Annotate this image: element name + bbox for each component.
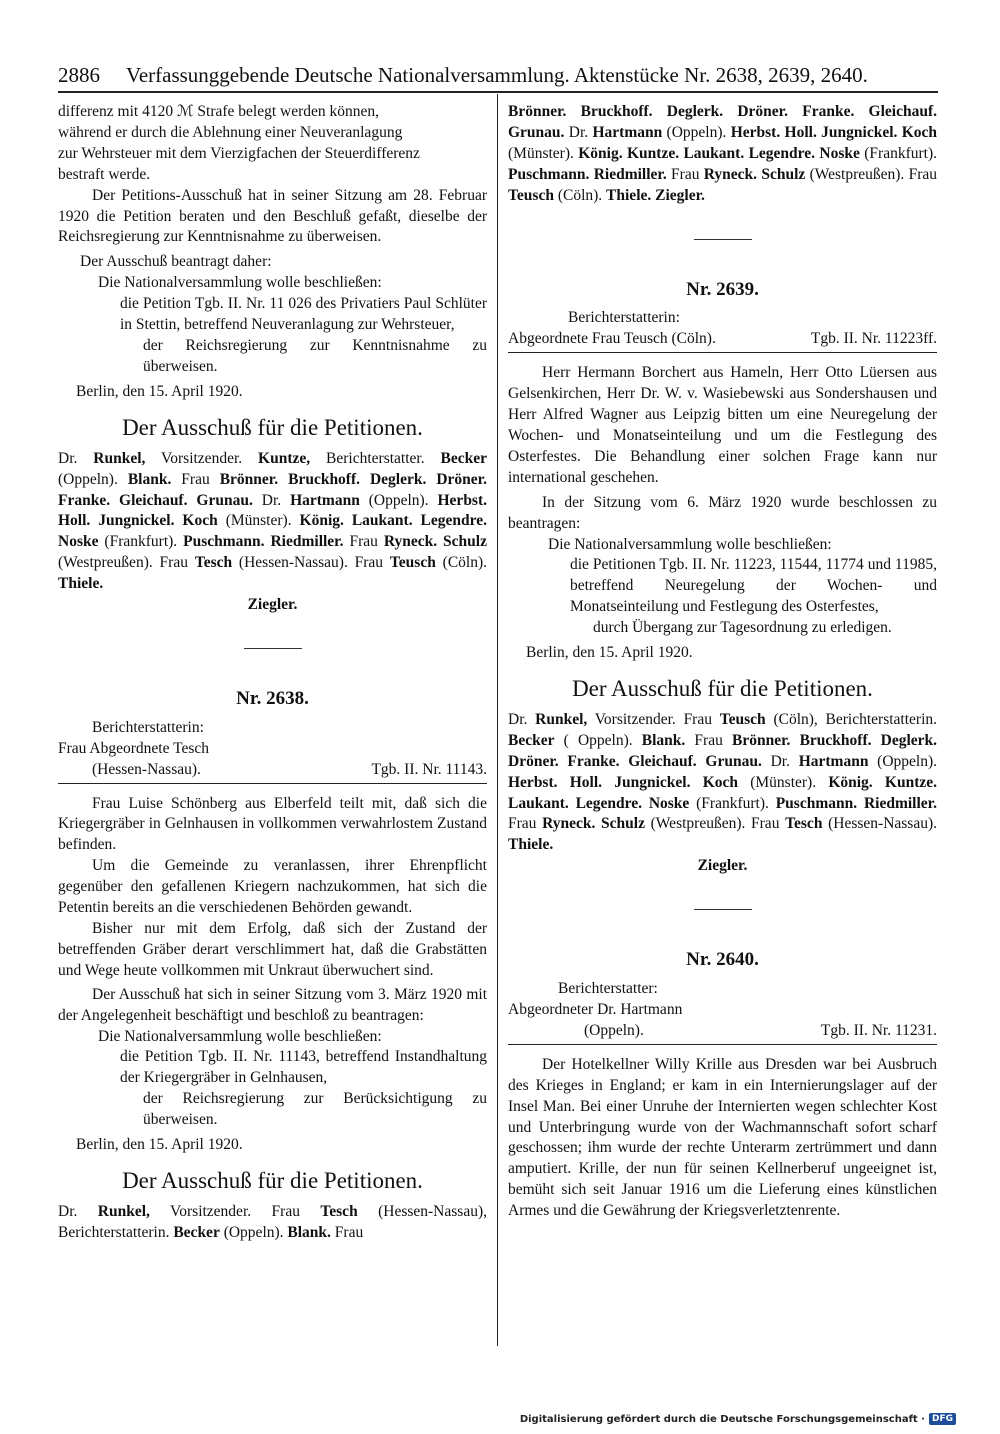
member-role-text: (Cöln), Berichterstatterin. (765, 710, 938, 728)
journal-reference: Tgb. II. Nr. 11231. (820, 1021, 937, 1039)
member-role-text: (Oppeln). (58, 470, 128, 488)
member-name: Tesch (320, 1202, 358, 1220)
member-role-text: Dr. (58, 1202, 98, 1220)
member-name: Puschmann. Riedmiller. (508, 165, 667, 183)
reporter-region: (Oppeln). (584, 1021, 644, 1039)
motion-intro: Die Nationalversammlung wolle beschließen: (98, 1027, 382, 1045)
text-line: zur Wehrsteuer mit dem Vierzigfachen der Steuerdifferenz (58, 144, 420, 162)
member-role-text: Vorsitzender. Frau (587, 710, 720, 728)
member-list-last: Ziegler. (247, 596, 298, 614)
member-list-continuation (508, 102, 937, 207)
reporter-row (508, 329, 937, 350)
member-role-text: Frau (171, 470, 220, 488)
member-role-text: Dr. (564, 123, 593, 141)
committee-heading: Der Ausschuß für die Petitionen. (122, 1167, 423, 1193)
reporter-label: Berichterstatterin: (568, 309, 680, 327)
member-role-text: (Oppeln). (868, 752, 937, 770)
member-name: Hartmann (592, 123, 663, 141)
member-name: Puschmann. Riedmiller. (775, 794, 937, 812)
member-role-text: (Oppeln). (219, 1223, 288, 1241)
member-role-text: (Oppeln). (662, 123, 731, 141)
member-role-text: (Westpreußen). Frau (805, 165, 937, 183)
member-role-text: (Hessen-Nassau), Berichterstatterin. (58, 1202, 487, 1241)
reporter-region: (Hessen-Nassau). (92, 760, 201, 778)
member-role-text: Frau (685, 731, 732, 749)
text-line: während er durch die Ablehnung einer Neuveranlagung (58, 123, 403, 141)
member-name: Herbst. Holl. Jungnickel. Koch (730, 123, 938, 141)
member-role-text: Frau (666, 165, 704, 183)
member-name: Teusch (508, 186, 554, 204)
member-role-text: Dr. (761, 752, 799, 770)
member-role-text: (Frankfurt). (689, 794, 776, 812)
committee-heading: Der Ausschuß für die Petitionen. (122, 414, 423, 440)
member-name: Becker (440, 449, 488, 467)
member-role-text: (Frankfurt). (98, 533, 184, 551)
text-line: differenz mit 4120 ℳ Strafe belegt werden können, (58, 103, 380, 120)
section-separator (244, 648, 302, 649)
member-name: Tesch (785, 815, 823, 833)
motion-body: die Petition Tgb. II. Nr. 11 026 des Privatiers Paul Schlüter in Stettin, betreffend Neuveranlagung zur Wehrsteuer, (120, 295, 487, 334)
member-name: Brönner. Bruckhoff. Deglerk. Dröner. Franke. Gleichauf. Grunau. (508, 731, 938, 770)
member-name: Kuntze, (258, 449, 311, 467)
section-number: Nr. 2639. (686, 278, 759, 300)
credit-text: Digitalisierung gefördert durch die Deutsche Forschungsgemeinschaft · (519, 1413, 925, 1425)
member-role-text: (Westpreußen). Frau (58, 554, 195, 572)
member-role-text: (Münster). (738, 773, 829, 791)
member-role-text: (Hessen-Nassau). (822, 815, 937, 833)
text-line: bestraft werde. (58, 165, 151, 183)
member-name: Brönner. Bruckhoff. Deglerk. Dröner. Franke. Gleichauf. Grunau. (58, 470, 487, 509)
left-column (58, 102, 487, 1244)
member-name: Runkel, (97, 1202, 150, 1220)
member-role-text: (Hessen-Nassau). Frau (232, 554, 390, 572)
member-name: Becker (173, 1223, 220, 1241)
member-name: Puschmann. Riedmiller. (183, 533, 344, 551)
proposal-line: Der Ausschuß beantragt daher: (80, 253, 272, 271)
journal-reference: Tgb. II. Nr. 11223ff. (810, 330, 937, 348)
motion-body: die Petitionen Tgb. II. Nr. 11223, 11544, 11774 und 11985, betreffend Neuregelung der Wochen- und Monatseinteilung und Festlegung des Osterfestes, (570, 556, 937, 616)
reporter-label: Berichterstatter: (558, 980, 658, 998)
journal-reference: Tgb. II. Nr. 11143. (371, 760, 487, 778)
paragraph: Der Ausschuß hat sich in seiner Sitzung vom 3. März 1920 mit der Angelegenheit beschäftigt und beschloß zu beantragen: (58, 985, 487, 1024)
member-role-text: Dr. (58, 449, 94, 467)
member-name: König. Kuntze. Laukant. Legendre. Noske (508, 773, 937, 812)
place-date: Berlin, den 15. April 1920. (76, 1136, 243, 1154)
member-role-text: (Westpreußen). Frau (644, 815, 786, 833)
member-name: Becker (508, 731, 555, 749)
member-role-text: (Frankfurt). (859, 144, 937, 162)
member-name: Thiele. Ziegler. (606, 186, 705, 204)
section-separator (694, 239, 752, 240)
member-role-text: (Münster). (217, 512, 300, 530)
reporter-rule (508, 1044, 937, 1045)
member-name: König. Kuntze. Laukant. Legendre. Noske (578, 144, 860, 162)
member-role-text: ( Oppeln). (554, 731, 642, 749)
digitization-credit (520, 1413, 956, 1425)
member-role-text: Vorsitzender. Frau (149, 1202, 321, 1220)
member-role-text: Dr. (252, 491, 291, 509)
member-role-text: Frau (343, 533, 384, 551)
intro-continuation (58, 102, 487, 186)
member-name: Runkel, (535, 710, 588, 728)
member-name: Blank. (287, 1223, 331, 1241)
paragraph: Herr Hermann Borchert aus Hameln, Herr Otto Lüersen aus Gelsenkirchen, Herr Dr. W. v. Wasiebewski aus Sondershausen und Herr Alfred Wagner aus Leipzig bitten um eine Neuregelung der Wochen- und Monatseinteilung und um die Festlegung des Osterfestes. Die Behandlung einer solchen Frage kann nur international geschehen. (508, 364, 937, 486)
member-name: Ryneck. Schulz (703, 165, 806, 183)
reporter-name: Abgeordneter Dr. Hartmann (508, 1001, 683, 1018)
member-name: Brönner. Bruckhoff. Deglerk. Dröner. Franke. Gleichauf. Grunau. (508, 103, 937, 141)
motion-body: die Petition Tgb. II. Nr. 11143, betreffend Instandhaltung der Kriegergräber in Gelnhausen, (120, 1048, 487, 1087)
member-name: Herbst. Holl. Jungnickel. Koch (58, 491, 488, 530)
paragraph: Der Petitions-Ausschuß hat in seiner Sitzung am 28. Februar 1920 die Petition beraten und den Beschluß gefaßt, dieselbe der Reichsregierung zur Kenntnisnahme zu überweisen. (58, 186, 487, 246)
member-name: Teusch (719, 710, 766, 728)
member-list (508, 710, 937, 856)
running-title: Verfassunggebende Deutsche Nationalversammlung. Aktenstücke Nr. 2638, 2639, 2640. (126, 63, 868, 87)
section-separator (694, 909, 752, 910)
member-role-text: (Münster). (508, 144, 579, 162)
member-name: Thiele. (508, 836, 554, 854)
motion-tail: durch Übergang zur Tagesordnung zu erledigen. (593, 619, 892, 637)
member-name: Hartmann (290, 491, 360, 509)
member-role-text: Berichterstatter. (310, 449, 441, 467)
member-role-text: (Oppeln). (359, 491, 438, 509)
dfg-logo: DFG (929, 1413, 956, 1425)
member-name: Tesch (194, 554, 233, 572)
reporter-rule (58, 783, 487, 784)
member-role-text: (Cöln). (435, 554, 488, 572)
reporter-row (58, 760, 487, 781)
member-role-text: Frau (330, 1223, 364, 1241)
motion-tail: der Reichsregierung zur Kenntnisnahme zu überweisen. (143, 336, 487, 375)
paragraph: In der Sitzung vom 6. März 1920 wurde beschlossen zu beantragen: (508, 493, 937, 532)
member-role-text: Vorsitzender. (145, 449, 259, 467)
reporter-name: Frau Abgeordnete Tesch (58, 739, 210, 757)
member-role-text: Dr. (508, 710, 536, 728)
member-name: Ryneck. Schulz (542, 815, 645, 833)
paragraph: Bisher nur mit dem Erfolg, daß sich der Zustand der betreffenden Gräber derart verschlimmert hat, daß die Grabstätten und Wege heute vollkommen mit Unkraut überwuchert sind. (58, 920, 487, 979)
member-list (58, 1202, 487, 1244)
header-rule (58, 91, 938, 93)
page-number: 2886 (58, 63, 100, 87)
motion-tail: der Reichsregierung zur Berücksichtigung zu überweisen. (143, 1090, 487, 1129)
member-name: Hartmann (798, 752, 869, 770)
right-column (508, 102, 937, 1222)
reporter-row (508, 1021, 937, 1042)
reporter-rule (508, 352, 937, 353)
member-name: Herbst. Holl. Jungnickel. Koch (508, 773, 738, 791)
page-header (58, 62, 938, 88)
motion-intro: Die Nationalversammlung wolle beschließen: (548, 535, 832, 553)
paragraph: Um die Gemeinde zu veranlassen, ihrer Ehrenpflicht gegenüber den gefallenen Kriegern nachzukommen, hat sich die Petentin bereits an die verschiedenen Behörden gewandt. (58, 857, 487, 917)
paragraph: Frau Luise Schönberg aus Elberfeld teilt mit, daß sich die Kriegergräber in Gelnhausen in vollkommen verwahrlostem Zustand befinden. (58, 794, 487, 854)
place-date: Berlin, den 15. April 1920. (76, 382, 243, 400)
member-name: König. Laukant. Legendre. Noske (58, 512, 487, 551)
member-name: Ryneck. Schulz (383, 533, 487, 551)
member-name: Blank. (641, 731, 686, 749)
column-divider (497, 94, 498, 1346)
member-name: Runkel, (93, 449, 146, 467)
member-list-last: Ziegler. (697, 857, 748, 875)
member-list (58, 449, 487, 595)
member-name: Thiele. (58, 575, 104, 593)
committee-heading: Der Ausschuß für die Petitionen. (572, 675, 873, 701)
section-number: Nr. 2638. (236, 687, 309, 709)
member-name: Teusch (389, 554, 436, 572)
member-role-text: Frau (508, 815, 543, 833)
member-role-text: (Cöln). (553, 186, 607, 204)
motion-intro: Die Nationalversammlung wolle beschließen: (98, 274, 382, 292)
paragraph: Der Hotelkellner Willy Krille aus Dresden war bei Ausbruch des Krieges in England; er kam in ein Internierungslager auf der Insel Man. Bei einer Unruhe der Internierten wegen schlechter Kost und Unterbringung wurde von der Wachmannschaft sofort scharf geschossen; ihm wurde der rechte Unterarm zertrümmert und dann amputiert. Krille, der nun für seinen Kellnerberuf ungeeignet ist, bemüht sich seit Januar 1916 um die Lieferung eines künstlichen Armes und die Gewährung der Kriegsverletztenrente. (508, 1055, 937, 1220)
reporter-label: Berichterstatterin: (92, 718, 204, 736)
member-name: Blank. (127, 470, 172, 488)
place-date: Berlin, den 15. April 1920. (526, 644, 693, 662)
section-number: Nr. 2640. (686, 949, 759, 971)
reporter-name: Abgeordnete Frau Teusch (Cöln). (508, 330, 716, 348)
